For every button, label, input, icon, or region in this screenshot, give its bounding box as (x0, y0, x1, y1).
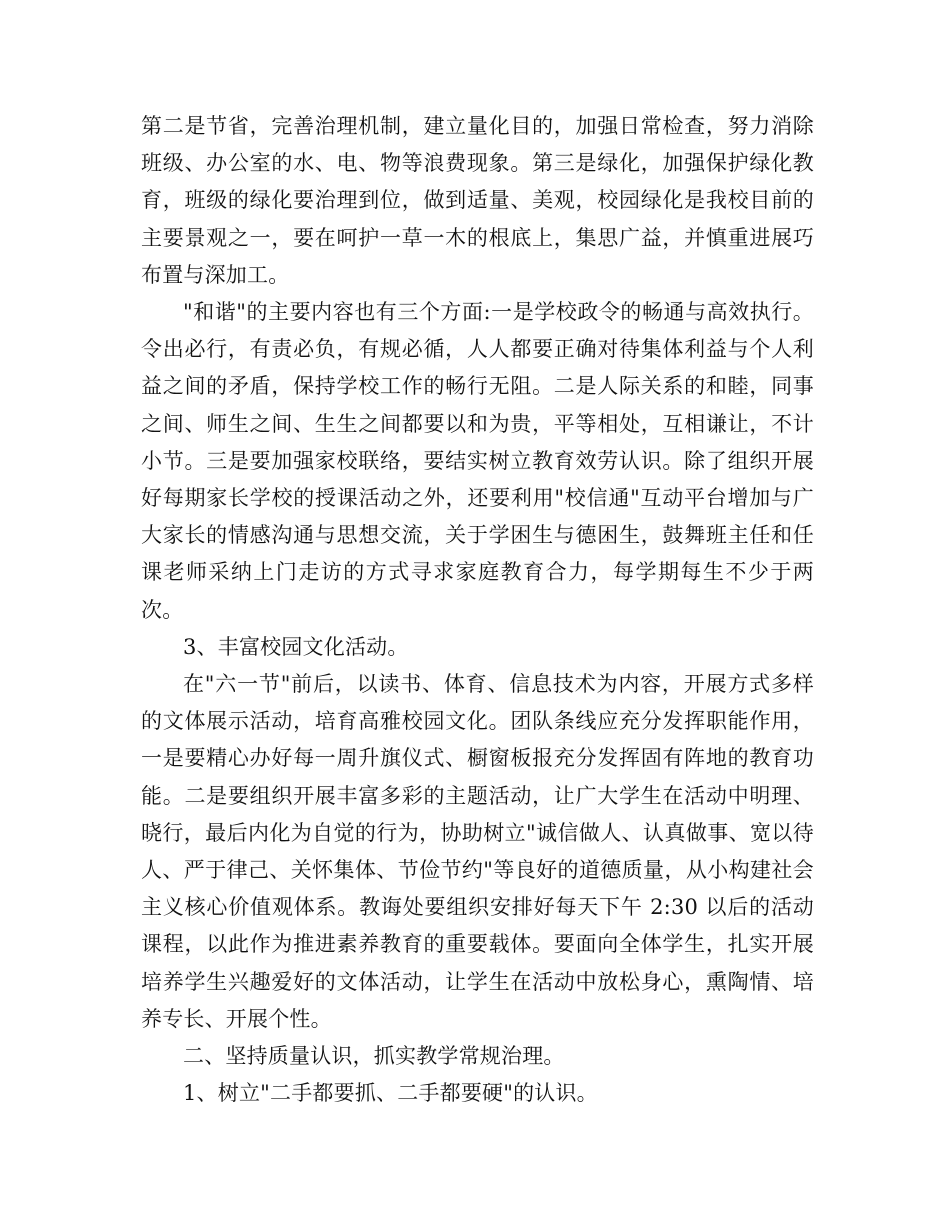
paragraph-harmony: "和谐"的主要内容也有三个方面:一是学校政令的畅通与高效执行。令出必行，有责必负，有规必循，人人都要正确对待集体利益与个人利益之间的矛盾，保持学校工作的畅行无阻。二是人际关系的和睦，同事之间、师生之间、生生之间都要以和为贵，平等相处，互相谦让，不计小节。三是要加强家校联络，要结实树立教育效劳认识。除了组织开展好每期家长学校的授课活动之外，还要利用"校信通"互动平台增加与广大家长的情感沟通与思想交流，关于学困生与德困生，鼓舞班主任和任课老师采纳上门走访的方式寻求家庭教育合力，每学期每生不少于两次。 (141, 300, 814, 622)
heading-quality-awareness: 二、坚持质量认识，抓实教学常规治理。 (183, 1044, 565, 1069)
heading-campus-culture: 3、丰富校园文化活动。 (183, 634, 409, 659)
paragraph-childrens-day-activities: 在"六一节"前后，以读书、体育、信息技术为内容，开展方式多样的文体展示活动，培育高雅校园文化。团队条线应充分发挥职能作用，一是要精心办好每一周升旗仪式、橱窗板报充分发挥固有阵地的教育功能。二是要组织开展丰富多彩的主题活动，让广大学生在活动中明理、晓行，最后内化为自觉的行为，协助树立"诚信做人、认真做事、宽以待人、严于律己、关怀集体、节俭节约"等良好的道德质量，从小构建社会主义核心价值观体系。教诲处要组织安排好每天下午 2:30 以后的活动课程，以此作为推进素养教育的重要载体。要面向全体学生，扎实开展培养学生兴趣爱好的文体活动，让学生在活动中放松身心，熏陶情、培养专长、开展个性。 (141, 672, 814, 1031)
heading-two-hands: 1、树立"二手都要抓、二手都要硬"的认识。 (183, 1081, 598, 1106)
document-body (141, 108, 814, 1112)
paragraph-conservation-greening: 第二是节省，完善治理机制，建立量化目的，加强日常检查，努力消除班级、办公室的水、电、物等浪费现象。第三是绿化，加强保护绿化教育，班级的绿化要治理到位，做到适量、美观，校园绿化是我校目前的主要景观之一，要在呵护一草一木的根底上，集思广益，并慎重进展巧布置与深加工。 (141, 114, 814, 287)
